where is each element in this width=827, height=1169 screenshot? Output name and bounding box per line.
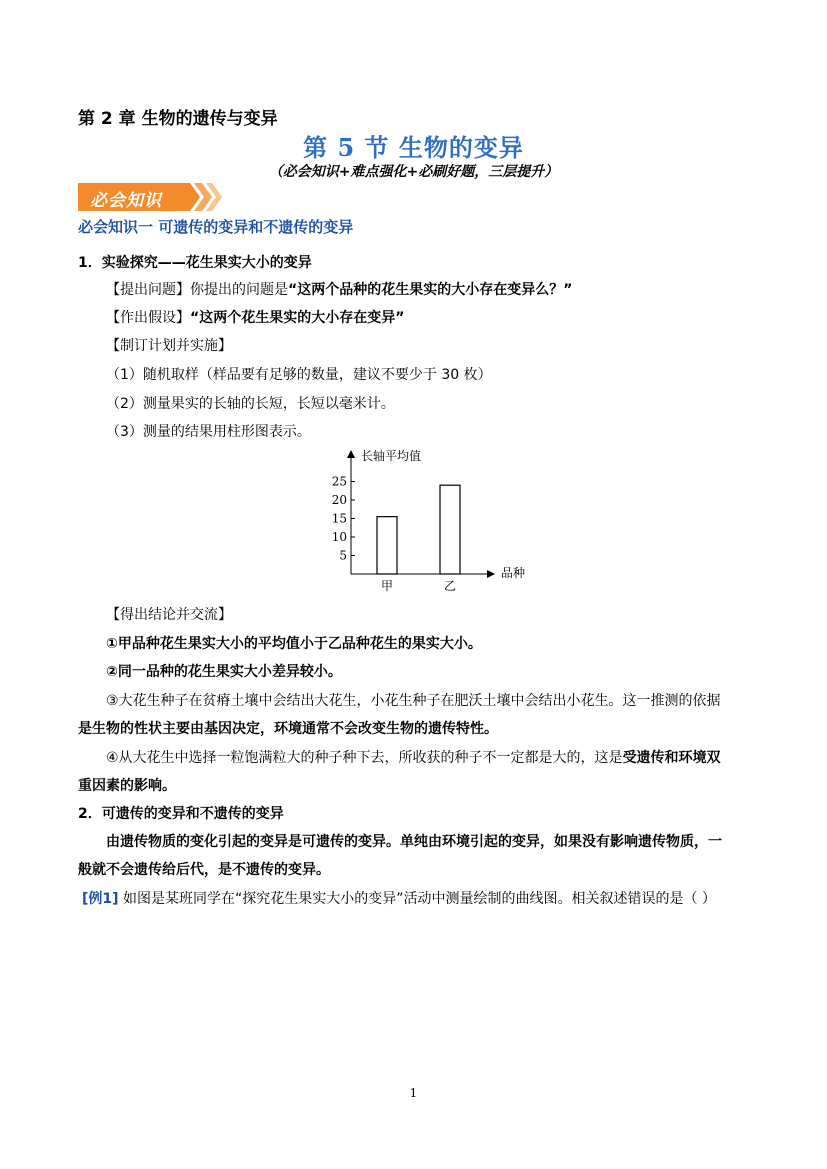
question-label: 【提出问题】 — [106, 282, 190, 298]
example-text: 如图是某班同学在“探究花生果实大小的变异”活动中测量绘制的曲线图。相关叙述错误的是（ ） — [123, 891, 716, 907]
page-number: 1 — [409, 1086, 418, 1100]
y-tick-label: 5 — [339, 548, 347, 563]
step-2: （2）测量果实的长轴的长短，长短以毫米计。 — [106, 396, 395, 412]
example-1 — [82, 888, 716, 908]
item2-heading: 2．可遗传的变异和不遗传的变异 — [78, 806, 284, 822]
x-axis-label: 品种 — [501, 566, 526, 580]
bar-chart — [325, 446, 535, 596]
bar-1 — [377, 517, 397, 574]
conclusion-3b: 是生物的性状主要由基因决定，环境通常不会改变生物的遗传特性。 — [78, 721, 498, 737]
question-line — [106, 279, 572, 299]
section-subtitle: （必会知识+难点强化+必刷好题，三层提升） — [268, 164, 559, 180]
knowledge-point-title: 必会知识一 可遗传的变异和不遗传的变异 — [78, 218, 354, 236]
bar-chart-svg — [325, 446, 535, 596]
hypothesis-line — [106, 307, 404, 327]
category-label: 甲 — [380, 579, 394, 593]
y-tick-label: 10 — [331, 530, 347, 544]
section-title: 第 5 节 生物的变异 — [303, 133, 524, 162]
conclusion-label: 【得出结论并交流】 — [106, 607, 232, 623]
category-label: 乙 — [443, 579, 457, 593]
y-axis-label: 长轴平均值 — [361, 449, 422, 463]
chapter-title: 第 2 章 生物的遗传与变异 — [78, 109, 278, 129]
item2-line1: 由遗传物质的变化引起的变异是可遗传的变异。单纯由环境引起的变异，如果没有影响遗传物质，一 — [106, 834, 722, 850]
conclusion-2: ②同一品种的花生果实大小差异较小。 — [106, 664, 342, 680]
y-tick-label: 15 — [331, 511, 347, 526]
example-tag: [例1] — [82, 891, 119, 907]
y-tick-label: 20 — [331, 493, 347, 507]
conclusion-4b: 重因素的影响。 — [78, 778, 176, 794]
hypothesis-quote: “这两个花生果实的大小存在变异” — [190, 310, 405, 326]
step-3: （3）测量的结果用柱形图表示。 — [106, 424, 311, 440]
conclusion-4a — [106, 747, 721, 767]
conclusion-1: ①甲品种花生果实大小的平均值小于乙品种花生的果实大小。 — [106, 636, 482, 652]
conclusion-3a: ③大花生种子在贫瘠土壤中会结出大花生，小花生种子在肥沃土壤中会结出小花生。这一推测的依据 — [106, 693, 721, 709]
question-quote: “这两个品种的花生果实的大小存在变异么？” — [288, 282, 573, 298]
conclusion-4a-text: ④从大花生中选择一粒饱满粒大的种子种下去，所收获的种子不一定都是大的，这是 — [106, 750, 623, 766]
bar-2 — [440, 485, 460, 574]
item2-line2: 般就不会遗传给后代，是不遗传的变异。 — [78, 862, 330, 878]
y-tick-label: 25 — [331, 474, 347, 489]
hypothesis-label: 【作出假设】 — [106, 310, 190, 326]
step-1: （1）随机取样（样品要有足够的数量，建议不要少于 30 枚） — [106, 367, 492, 383]
plan-label: 【制订计划并实施】 — [106, 338, 232, 354]
item1-heading: 1．实验探究——花生果实大小的变异 — [78, 255, 312, 271]
banner-label: 必会知识 — [90, 191, 162, 211]
conclusion-4a-bold: 受遗传和环境双 — [622, 750, 721, 766]
must-know-banner — [78, 183, 223, 211]
question-text: 你提出的问题是 — [190, 282, 288, 298]
